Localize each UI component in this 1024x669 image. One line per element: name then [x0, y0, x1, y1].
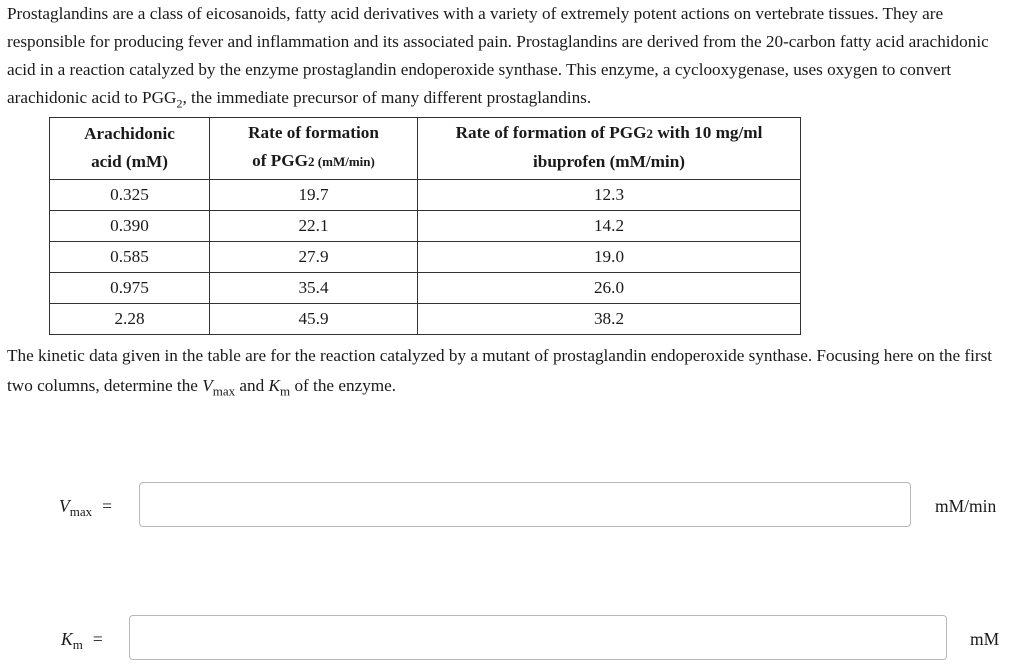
- table-cell: 14.2: [418, 211, 801, 242]
- table-row: [50, 242, 801, 273]
- table-cell: 12.3: [418, 180, 801, 211]
- km-unit: mM: [970, 629, 1000, 649]
- intro-text: Prostaglandins are a class of eicosanoids, fatty acid derivatives with a variety of extremely potent actions on vertebrate tissues. They are responsible for producing fever and inflammation and its associated pain. Prostaglandins are derived from the 20-carbon fatty acid arachidonic acid in a reaction catalyzed by the enzyme prostaglandin endoperoxide synthase. This enzyme, a cyclooxygenase, uses oxygen to convert arachidonic acid to PGG: [7, 4, 989, 107]
- header-rate: Rate of formation of PGG2 (mM/min): [210, 118, 418, 180]
- table-cell: 38.2: [418, 304, 801, 335]
- table-cell: 2.28: [50, 304, 210, 335]
- problem-intro: [7, 0, 1012, 117]
- table-row: [50, 273, 801, 304]
- table-cell: 26.0: [418, 273, 801, 304]
- vmax-input[interactable]: [139, 482, 911, 527]
- table-row: [50, 304, 801, 335]
- vmax-label: $V_{max}$ =: [59, 496, 112, 519]
- km-input[interactable]: [129, 615, 947, 660]
- table-cell: 0.390: [50, 211, 210, 242]
- km-label: $K_m$ =: [61, 629, 103, 652]
- table-cell: 19.7: [210, 180, 418, 211]
- header-arachidonic: Arachidonic acid (mM): [50, 118, 210, 180]
- vmax-unit: mM/min: [935, 496, 997, 516]
- kinetics-table: [49, 117, 801, 335]
- table-cell: 0.585: [50, 242, 210, 273]
- table-cell: 22.1: [210, 211, 418, 242]
- table-row: [50, 180, 801, 211]
- table-cell: 35.4: [210, 273, 418, 304]
- table-cell: 27.9: [210, 242, 418, 273]
- header-rate-ibuprofen: Rate of formation of PGG2 with 10 mg/ml ibuprofen (mM/min): [418, 118, 801, 180]
- intro-text-end: , the immediate precursor of many different prostaglandins.: [182, 88, 592, 107]
- intro-subscript: 2: [176, 96, 183, 111]
- table-cell: 0.325: [50, 180, 210, 211]
- task-prompt: The kinetic data given in the table are for the reaction catalyzed by a mutant of prostaglandin endoperoxide synthase. Focusing here on the first two columns, determine the $V_{max}$ and $K_m$ of the enzyme.: [7, 346, 993, 399]
- table-cell: 19.0: [418, 242, 801, 273]
- table-header-row: [50, 118, 801, 180]
- table-cell: 45.9: [210, 304, 418, 335]
- table-cell: 0.975: [50, 273, 210, 304]
- table-row: [50, 211, 801, 242]
